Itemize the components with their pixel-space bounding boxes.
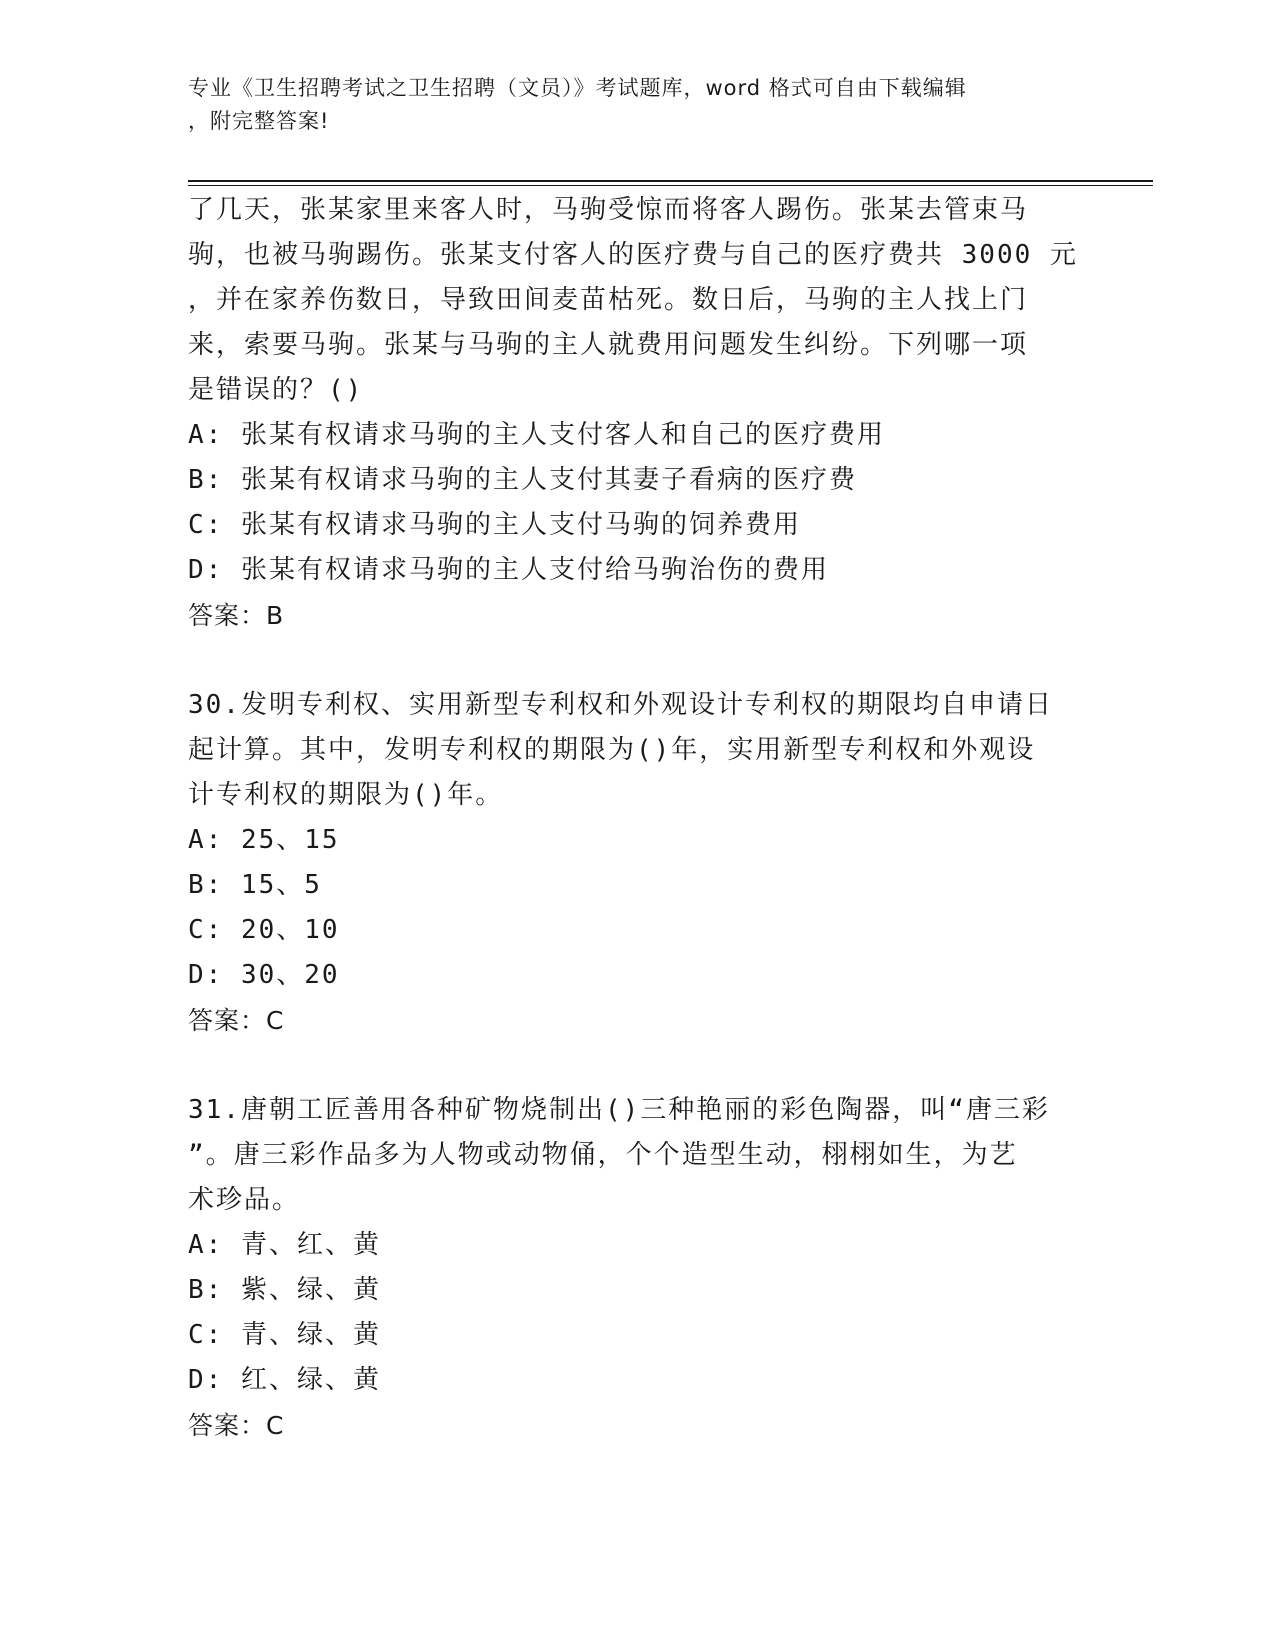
question-text-line: ，并在家养伤数日，导致田间麦苗枯死。数日后，马驹的主人找上门: [188, 285, 1029, 315]
option-a: A: 25、15: [188, 825, 340, 855]
question-text-line: 来，索要马驹。张某与马驹的主人就费用问题发生纠纷。下列哪一项: [188, 330, 1029, 360]
question-text-line: 是错误的？(): [188, 375, 364, 405]
header-title-line-1: 专业《卫生招聘考试之卫生招聘（文员）》考试题库，word 格式可自由下载编辑: [188, 76, 967, 100]
option-d: D: 红、绿、黄: [188, 1365, 381, 1395]
answer-label: 答案：C: [188, 1411, 285, 1440]
option-b: B: 张某有权请求马驹的主人支付其妻子看病的医疗费: [188, 465, 857, 495]
question-31: [188, 1088, 1088, 1448]
header-title-line-2: ，附完整答案!: [188, 109, 330, 133]
option-b: B: 15、5: [188, 870, 322, 900]
question-30: [188, 683, 1088, 1043]
option-a: A: 张某有权请求马驹的主人支付客人和自己的医疗费用: [188, 420, 885, 450]
header-divider-thick: [188, 180, 1153, 182]
question-list: [188, 188, 1088, 1448]
question-29: [188, 188, 1088, 638]
header-divider-thin: [188, 185, 1153, 186]
answer-label: 答案：B: [188, 601, 285, 630]
option-d: D: 张某有权请求马驹的主人支付给马驹治伤的费用: [188, 555, 829, 585]
question-text-line: 计专利权的期限为()年。: [188, 780, 504, 810]
question-text-line: 驹，也被马驹踢伤。张某支付客人的医疗费与自己的医疗费共 3000 元: [188, 240, 1078, 270]
question-text-line: 术珍品。: [188, 1185, 301, 1215]
question-text-line: 31.唐朝工匠善用各种矿物烧制出()三种艳丽的彩色陶器，叫“唐三彩: [188, 1095, 1050, 1125]
option-c: C: 20、10: [188, 915, 340, 945]
question-text-line: 30.发明专利权、实用新型专利权和外观设计专利权的期限均自申请日: [188, 690, 1053, 720]
option-c: C: 青、绿、黄: [188, 1320, 381, 1350]
question-spacer: [188, 1043, 1088, 1088]
option-c: C: 张某有权请求马驹的主人支付马驹的饲养费用: [188, 510, 801, 540]
option-d: D: 30、20: [188, 960, 340, 990]
page-header: [188, 72, 1068, 138]
answer-label: 答案：C: [188, 1006, 285, 1035]
question-text-line: 了几天，张某家里来客人时，马驹受惊而将客人踢伤。张某去管束马: [188, 195, 1029, 225]
question-text-line: 起计算。其中，发明专利权的期限为()年，实用新型专利权和外观设: [188, 735, 1036, 765]
option-b: B: 紫、绿、黄: [188, 1275, 381, 1305]
question-text-line: ”。唐三彩作品多为人物或动物俑，个个造型生动，栩栩如生，为艺: [188, 1140, 1018, 1170]
option-a: A: 青、红、黄: [188, 1230, 381, 1260]
question-spacer: [188, 638, 1088, 683]
